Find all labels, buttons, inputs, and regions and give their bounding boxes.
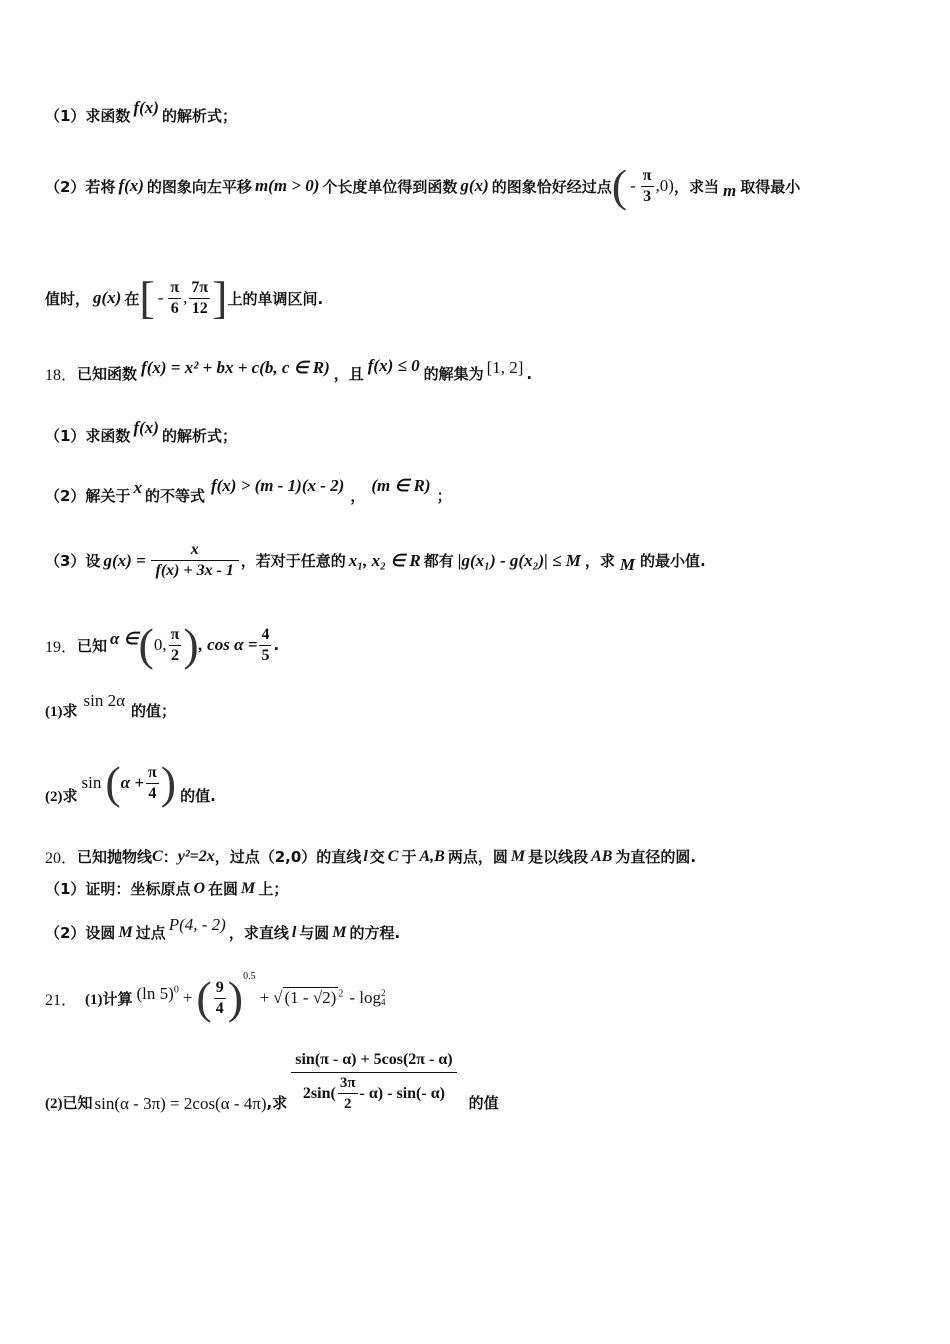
q18-func: f(x) = x² + bx + c(b, c ∈ R) bbox=[141, 357, 330, 377]
q17-point-fraction bbox=[641, 166, 654, 207]
q20-M: M bbox=[510, 847, 526, 865]
q20-C: C bbox=[152, 847, 163, 865]
q20-AB: A,B bbox=[419, 847, 445, 865]
q20-t4: 交 bbox=[369, 848, 385, 866]
q21-log-base bbox=[381, 989, 386, 1007]
q20-t5: 于 bbox=[401, 848, 417, 866]
q19-p2-num: π bbox=[146, 763, 159, 784]
q17-int-num2: 7π bbox=[189, 278, 210, 299]
q21-log-sup: 2 bbox=[380, 988, 386, 998]
q18-p3-t1: ，若对于任意的 bbox=[240, 552, 346, 570]
q19-int-frac bbox=[169, 625, 182, 666]
q20-stem bbox=[45, 845, 696, 868]
q17-p2-m2: m bbox=[722, 181, 737, 200]
q18-p3-t3: ，求 bbox=[584, 552, 615, 570]
q19-cos: , cos α = bbox=[198, 635, 258, 654]
q20-l: l bbox=[363, 847, 368, 865]
q18-p2-t1: 的不等式 bbox=[144, 487, 205, 505]
q17-int-den1: 6 bbox=[170, 299, 179, 317]
q17-p2-fx: f(x) bbox=[118, 176, 144, 195]
q21-ln5-exp: 0 bbox=[173, 984, 179, 996]
q18-stem bbox=[45, 355, 533, 385]
q18-p2-x: x bbox=[133, 477, 142, 497]
q21-sqrt-exp: 2 bbox=[338, 988, 344, 1000]
q21-number: 21． bbox=[45, 991, 78, 1009]
q20-p1-t2: 上； bbox=[258, 880, 289, 898]
q19-int-num: π bbox=[169, 625, 182, 646]
q19-part2 bbox=[45, 757, 216, 808]
q17-int-minus: - bbox=[157, 288, 164, 307]
q17-point-minus: - bbox=[630, 176, 636, 195]
q17-p2-m: m(m > 0) bbox=[254, 176, 320, 195]
q17-int-frac1 bbox=[168, 278, 181, 319]
q18-p3-g: g(x) = bbox=[103, 550, 146, 570]
q19-cos-den: 5 bbox=[261, 646, 270, 664]
q19-t2: . bbox=[273, 636, 280, 654]
q20-p2-M: M bbox=[118, 923, 133, 941]
q21-p2-den-fden: 2 bbox=[343, 1096, 352, 1112]
q18-p3-den: f(x) + 3x - 1 bbox=[155, 562, 234, 579]
q18-part2 bbox=[45, 475, 452, 506]
q17-p2-gx: g(x) bbox=[460, 176, 489, 195]
q18-t4: . bbox=[526, 364, 533, 383]
q20-part2 bbox=[45, 914, 401, 943]
q18-number: 18． bbox=[45, 367, 78, 384]
q17-part2 bbox=[45, 160, 801, 211]
q18-p2-t3: ； bbox=[436, 487, 452, 505]
q19-p2-frac bbox=[146, 763, 159, 804]
q18-p3-label: （3）设 bbox=[45, 552, 101, 570]
q19-p1-tail: 的值； bbox=[131, 702, 177, 720]
q21-p2-den-frac bbox=[338, 1073, 358, 1114]
q18-part1 bbox=[45, 417, 237, 446]
q20-p2-t2: ，求直线 bbox=[228, 924, 289, 942]
q17-p2-t6: 在 bbox=[124, 289, 140, 308]
q21-part2 bbox=[45, 1050, 499, 1114]
q19-p1-expr: sin 2α bbox=[83, 690, 125, 710]
q17-p1-label: （1）求函数 bbox=[45, 107, 131, 125]
q20-p2-l: l bbox=[291, 923, 297, 941]
q20-t6: 两点，圆 bbox=[447, 848, 508, 866]
q19-p2-den: 4 bbox=[148, 784, 157, 802]
q17-p1-tail: 的解析式； bbox=[161, 107, 237, 125]
q19-part1 bbox=[45, 690, 177, 721]
q19-p2-tail: 的值. bbox=[180, 786, 216, 805]
q17-p2-t7: 上的单调区间. bbox=[227, 289, 324, 308]
q18-p3-t2: 都有 bbox=[423, 552, 454, 570]
q18-p3-vars: x₁, x₂ ∈ R bbox=[348, 550, 421, 570]
q19-p2-sin: sin bbox=[81, 773, 102, 792]
q17-point-close: ,0) bbox=[655, 176, 674, 195]
q18-p3-fraction bbox=[151, 540, 239, 581]
q17-int-comma: , bbox=[183, 288, 188, 307]
q18-t3: 的解集为 bbox=[423, 365, 484, 383]
q18-set: [1, 2] bbox=[486, 357, 524, 377]
q18-p1-fx: f(x) bbox=[133, 417, 159, 437]
q20-t1: 已知抛物线 bbox=[77, 848, 153, 866]
q19-cond-a: α ∈ bbox=[110, 629, 139, 648]
q17-int-num1: π bbox=[168, 278, 181, 299]
q20-p1-t1: 在圆 bbox=[208, 880, 239, 898]
q21-frac bbox=[214, 978, 226, 1019]
q21-frac-num: 9 bbox=[214, 978, 226, 999]
q21-p2-tail: 的值 bbox=[468, 1093, 499, 1112]
q20-p2-t1: 过点 bbox=[135, 924, 166, 942]
q19-p2-open: ( bbox=[105, 757, 121, 808]
q18-p2-cond: (m ∈ R) bbox=[371, 475, 431, 495]
q17-p2-t5: 取得最小 bbox=[740, 177, 801, 196]
q21-sqrt: √ (1 - √2) $^2$ bbox=[273, 988, 344, 1007]
q18-p2-label: （2）解关于 bbox=[45, 487, 131, 505]
q18-p3-abs: |g(x₁) - g(x₂)| ≤ M bbox=[457, 550, 581, 570]
q18-p1-label: （1）求函数 bbox=[45, 427, 131, 445]
q19-p2-label: (2)求 bbox=[45, 788, 78, 805]
q20-AB2: AB bbox=[591, 847, 613, 865]
q21-part1 bbox=[45, 970, 386, 1023]
q18-p2-ineq: f(x) > (m - 1)(x - 2) bbox=[210, 475, 345, 495]
q21-frac-exp: 0.5 bbox=[243, 970, 256, 982]
q20-t2: ： bbox=[162, 848, 178, 866]
q21-plus2: + bbox=[259, 988, 270, 1007]
q21-frac-den: 4 bbox=[215, 999, 224, 1017]
q20-y2: y²=2x bbox=[177, 847, 215, 865]
q21-p2-fraction bbox=[291, 1050, 456, 1114]
q19-p1-label: (1)求 bbox=[45, 704, 78, 720]
q17-p1-fx: f(x) bbox=[133, 97, 159, 117]
q17-part1 bbox=[45, 97, 237, 126]
q20-t8: 为直径的圆. bbox=[615, 848, 697, 866]
q18-p2-t2: ， bbox=[350, 487, 366, 505]
q17-p2-t4: ，求当 bbox=[673, 177, 719, 196]
q19-cos-frac bbox=[259, 625, 271, 666]
q21-p1-label: (1)计算 bbox=[85, 991, 133, 1008]
q17-p2-t2: 个长度单位得到函数 bbox=[322, 177, 458, 196]
q17-p2-t3: 的图象恰好经过点 bbox=[491, 177, 612, 196]
q18-t2: ，且 bbox=[333, 365, 364, 383]
q17-point-open: ( bbox=[611, 160, 628, 211]
q17-p2-cont: 值时， bbox=[45, 289, 91, 308]
q17-int-open: [ bbox=[139, 272, 155, 323]
q20-p2-P: P(4, - 2) bbox=[168, 914, 226, 934]
q19-int-den: 2 bbox=[170, 646, 179, 664]
q20-p2-t3: 与圆 bbox=[299, 924, 330, 942]
q17-p2-t1: 的图象向左平移 bbox=[146, 177, 252, 196]
q19-p2-a: α + bbox=[120, 773, 145, 792]
q21-plus1: + bbox=[182, 988, 193, 1007]
q19-int-open: ( bbox=[138, 619, 154, 670]
q20-part1 bbox=[45, 878, 288, 899]
q20-C2: C bbox=[387, 847, 399, 865]
q18-p1-tail: 的解析式； bbox=[161, 427, 237, 445]
q18-p3-M: M bbox=[619, 554, 635, 574]
q19-number: 19． bbox=[45, 638, 78, 656]
q18-part3 bbox=[45, 540, 706, 581]
q21-minus-log: - log bbox=[349, 988, 381, 1007]
q21-p2-label: (2)已知 bbox=[45, 1095, 93, 1112]
q21-ln5-text: (ln 5) bbox=[136, 984, 174, 1003]
q21-p2-den-fnum: 3π bbox=[338, 1073, 358, 1094]
q19-stem bbox=[45, 619, 280, 670]
q21-p2-den-post: - α) - sin(- α) bbox=[359, 1084, 445, 1102]
q18-p3-num: x bbox=[151, 540, 239, 561]
q21-p2-num: sin(π - α) + 5cos(2π - α) bbox=[291, 1050, 456, 1073]
q17-int-den2: 12 bbox=[191, 299, 208, 317]
q20-p1-label: （1）证明：坐标原点 bbox=[45, 880, 191, 898]
q17-p2-gx2: g(x) bbox=[93, 288, 122, 307]
q21-sqrt-inner: (1 - √2) bbox=[284, 988, 337, 1007]
q18-p3-t4: 的最小值. bbox=[639, 552, 706, 570]
q17-point-den: 3 bbox=[643, 187, 652, 205]
q20-p1-O: O bbox=[193, 879, 206, 897]
q17-int-frac2 bbox=[189, 278, 210, 319]
q21-p2-t1: ,求 bbox=[266, 1093, 288, 1112]
q17-part2-cont bbox=[45, 272, 324, 323]
q20-p2-t4: 的方程. bbox=[349, 924, 401, 942]
q21-log-sub: 4 bbox=[380, 997, 386, 1007]
q20-number: 20． bbox=[45, 850, 78, 867]
q20-t7: 是以线段 bbox=[528, 848, 589, 866]
q19-int-close: ) bbox=[183, 619, 199, 670]
q18-t1: 已知函数 bbox=[77, 365, 138, 383]
q21-p2-eq: sin(α - 3π) = 2cos(α - 4π) bbox=[94, 1094, 267, 1113]
q19-p2-close: ) bbox=[160, 757, 177, 808]
q20-t3: ，过点（2,0）的直线 bbox=[214, 848, 362, 866]
q20-p1-M: M bbox=[241, 879, 256, 897]
q18-ineq: f(x) ≤ 0 bbox=[367, 355, 420, 375]
q19-int-zero: 0, bbox=[153, 635, 167, 654]
q21-p2-den-pre: 2sin( bbox=[302, 1084, 336, 1102]
q19-cos-num: 4 bbox=[259, 625, 271, 646]
q17-point-num: π bbox=[641, 166, 654, 187]
q20-p2-M2: M bbox=[332, 923, 347, 941]
q19-t1: 已知 bbox=[77, 636, 108, 655]
q21-frac-open: ( bbox=[196, 972, 212, 1023]
q21-ln5 bbox=[137, 984, 179, 1004]
q21-p2-den bbox=[301, 1073, 447, 1114]
q21-frac-close: ) bbox=[227, 972, 244, 1023]
q17-p2-label: （2）若将 bbox=[45, 177, 116, 196]
q17-int-close: ] bbox=[212, 272, 228, 323]
q20-p2-label: （2）设圆 bbox=[45, 924, 116, 942]
